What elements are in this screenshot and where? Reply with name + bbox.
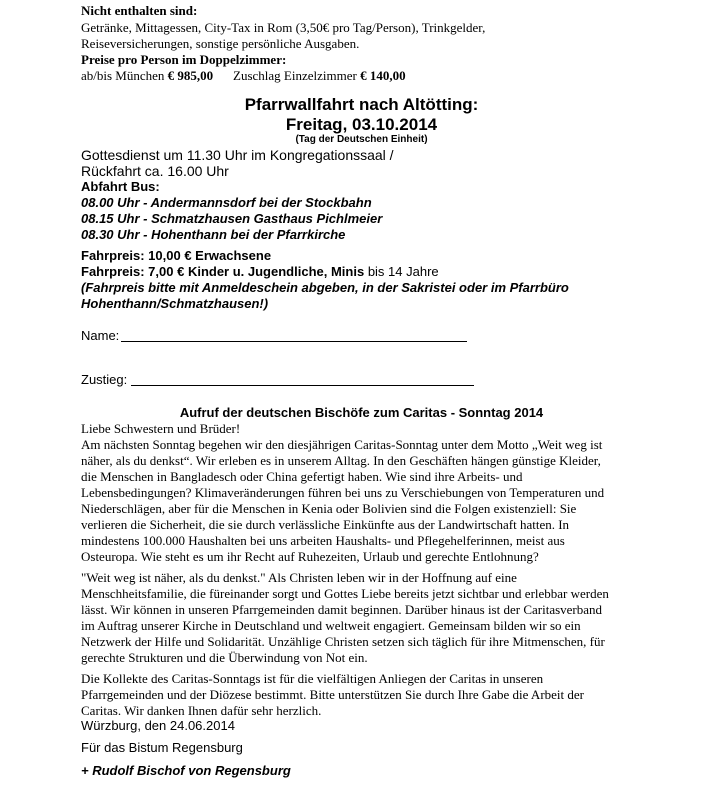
name-input-line[interactable] <box>121 341 467 342</box>
appeal-line: Osteuropa. Wie steht es um ihr Recht auf Ruhezeiten, Urlaub und gerechte Entlohnung? <box>81 549 539 564</box>
prices-heading: Preise pro Person im Doppelzimmer: <box>81 52 287 67</box>
pilgrimage-holiday: (Tag der Deutschen Einheit) <box>295 134 428 145</box>
place-date: Würzburg, den 24.06.2014 <box>81 718 235 733</box>
appeal-line: mindestens 100.000 Haushalten bei uns arbeiten Haushalts- und Pflegehelferinnen, meist aus <box>81 533 565 548</box>
fare-note: (Fahrpreis bitte mit Anmeldeschein abgeben, in der Sakristei oder im Pfarrbüro <box>81 280 569 295</box>
departure-item: 08.00 Uhr - Andermannsdorf bei der Stockbahn <box>81 195 372 210</box>
appeal-line: Liebe Schwestern und Brüder! <box>81 421 241 436</box>
fare-children-age: bis 14 Jahre <box>367 264 439 279</box>
appeal-line: Niederschlägen, aber für die Menschen in Kenia oder Bolivien sind die Folgen existenziell: Sie <box>81 501 577 516</box>
appeal-line: Die Kollekte des Caritas-Sonntags ist für die vielfältigen Anliegen der Caritas in unseren <box>81 671 544 686</box>
fare-adults: Fahrpreis: 10,00 € Erwachsene <box>81 248 272 263</box>
departure-item: 08.30 Uhr - Hohenthann bei der Pfarrkirche <box>81 227 346 242</box>
appeal-line: "Weit weg ist näher, als du denkst." Als Christen leben wir in der Hoffnung auf eine <box>81 570 517 585</box>
appeal-line: die Menschen in Bangladesch oder China gefertigt haben. Wie sind ihre Arbeits- und <box>81 469 523 484</box>
pilgrimage-title: Pfarrwallfahrt nach Altötting: <box>244 95 479 114</box>
price-single-value: € 140,00 <box>360 68 406 83</box>
not-included-line: Reiseversicherungen, sonstige persönliche Ausgaben. <box>81 36 360 51</box>
boarding-label: Zustieg: <box>81 372 128 387</box>
price-single <box>233 68 406 84</box>
appeal-line: Menschheitsfamilie, die füreinander sorgt und Gottes Liebe bereits jetzt sichtbar und erlebbar werden <box>81 586 609 601</box>
appeal-line: Am nächsten Sonntag begehen wir den diesjährigen Caritas-Sonntag unter dem Motto „Weit weg ist <box>81 437 603 452</box>
appeal-line: näher, als du denkst“. Wir erleben es in unserem Alltag. In den Geschäften hängen günstige Kleider, <box>81 453 601 468</box>
for-diocese: Für das Bistum Regensburg <box>81 740 243 755</box>
not-included-heading: Nicht enthalten sind: <box>81 3 198 18</box>
departure-heading: Abfahrt Bus: <box>81 179 160 194</box>
appeal-line: gerechte Strukturen und die Überwindung von Not ein. <box>81 650 368 665</box>
fare-children-main: Fahrpreis: 7,00 € Kinder u. Jugendliche, Minis <box>81 264 365 279</box>
not-included-line: Getränke, Mittagessen, City-Tax in Rom (3,50€ pro Tag/Person), Trinkgelder, <box>81 20 486 35</box>
appeal-line: Pfarrgemeinden und der Diözese bestimmt. Bitte unterstützen Sie durch Ihre Gabe die Arbeit der <box>81 687 584 702</box>
appeal-line: Lebensbedingungen? Klimaveränderungen führen bei uns zu Verschiebungen von Temperaturen und <box>81 485 605 500</box>
fare-note: Hohenthann/Schmatzhausen!) <box>81 296 269 311</box>
signature: + Rudolf Bischof von Regensburg <box>81 763 291 778</box>
price-munich-value: € 985,00 <box>167 68 214 83</box>
appeal-title: Aufruf der deutschen Bischöfe zum Caritas - Sonntag 2014 <box>179 405 544 420</box>
price-single-label: Zuschlag Einzelzimmer <box>233 68 357 83</box>
pilgrimage-date: Freitag, 03.10.2014 <box>285 115 438 134</box>
appeal-line: Caritas. Wir danken Ihnen dafür sehr herzlich. <box>81 703 322 718</box>
departure-item: 08.15 Uhr - Schmatzhausen Gasthaus Pichlmeier <box>81 211 383 226</box>
appeal-line: verlieren die Sicherheit, die sie durch verlässliche Einkünfte aus der Landwirtschaft hatten. In <box>81 517 570 532</box>
fare-children <box>81 264 439 280</box>
name-label: Name: <box>81 328 120 343</box>
appeal-line: lässt. Wir können in unseren Pfarrgemeinden damit beginnen. Darüber hinaus ist der Caritasverband <box>81 602 603 617</box>
appeal-line: Netzwerk der Hilfe und Solidarität. Unzählige Christen setzen sich täglich für ihre Mitmenschen, für <box>81 634 605 649</box>
service-line: Rückfahrt ca. 16.00 Uhr <box>81 163 229 179</box>
price-munich-label: ab/bis München <box>81 68 165 83</box>
service-line: Gottesdienst um 11.30 Uhr im Kongregationssaal / <box>81 147 394 163</box>
appeal-line: im Auftrag unserer Kirche in Deutschland und weltweit engagiert. Gemeinsam bilden wir so ein <box>81 618 581 633</box>
boarding-input-line[interactable] <box>131 385 474 386</box>
price-munich <box>81 68 213 84</box>
